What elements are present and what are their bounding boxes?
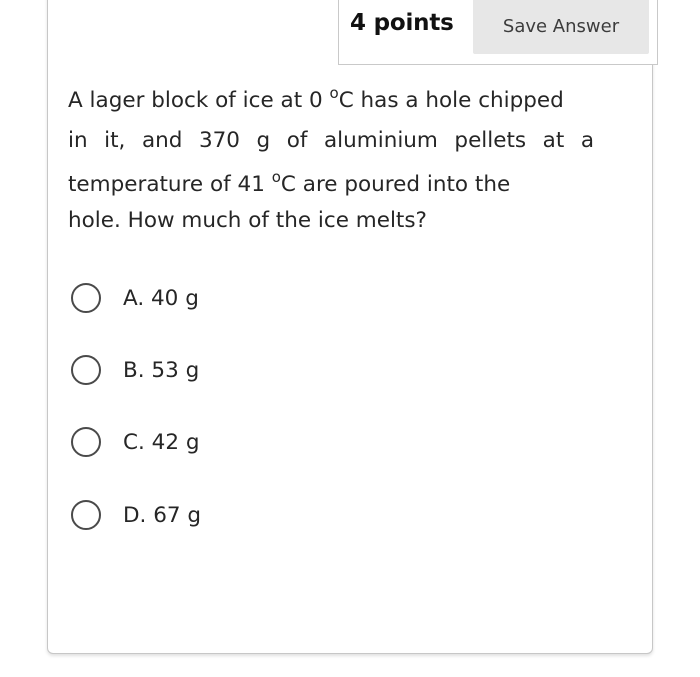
degree-sign: o [329, 84, 339, 102]
degree-sign: o [271, 168, 281, 186]
question-line-3-start: temperature of 41 [68, 172, 272, 197]
save-answer-button[interactable]: Save Answer [473, 0, 649, 54]
question-line-1-start: A lager block of ice at 0 [68, 88, 330, 113]
answer-option-b[interactable] [71, 352, 199, 388]
option-label: C. 42 g [123, 429, 200, 455]
radio-button[interactable] [71, 500, 101, 530]
answer-option-d[interactable] [71, 497, 201, 533]
option-label: A. 40 g [123, 285, 199, 311]
radio-button[interactable] [71, 283, 101, 313]
question-line-1 [68, 84, 594, 113]
radio-button[interactable] [71, 427, 101, 457]
radio-button[interactable] [71, 355, 101, 385]
option-label: D. 67 g [123, 502, 202, 528]
question-header [338, 0, 658, 65]
points-label: 4 points [350, 10, 454, 36]
question-line-1-end: C has a hole chipped [338, 88, 564, 113]
option-label: B. 53 g [123, 357, 200, 383]
question-line-4: hole. How much of the ice melts? [68, 208, 427, 233]
answer-option-a[interactable] [71, 280, 199, 316]
question-line-3 [68, 168, 594, 197]
question-line-2: in it, and 370 g of aluminium pellets at a [68, 128, 594, 153]
answer-option-c[interactable] [71, 424, 200, 460]
question-line-3-end: C are poured into the [280, 172, 511, 197]
